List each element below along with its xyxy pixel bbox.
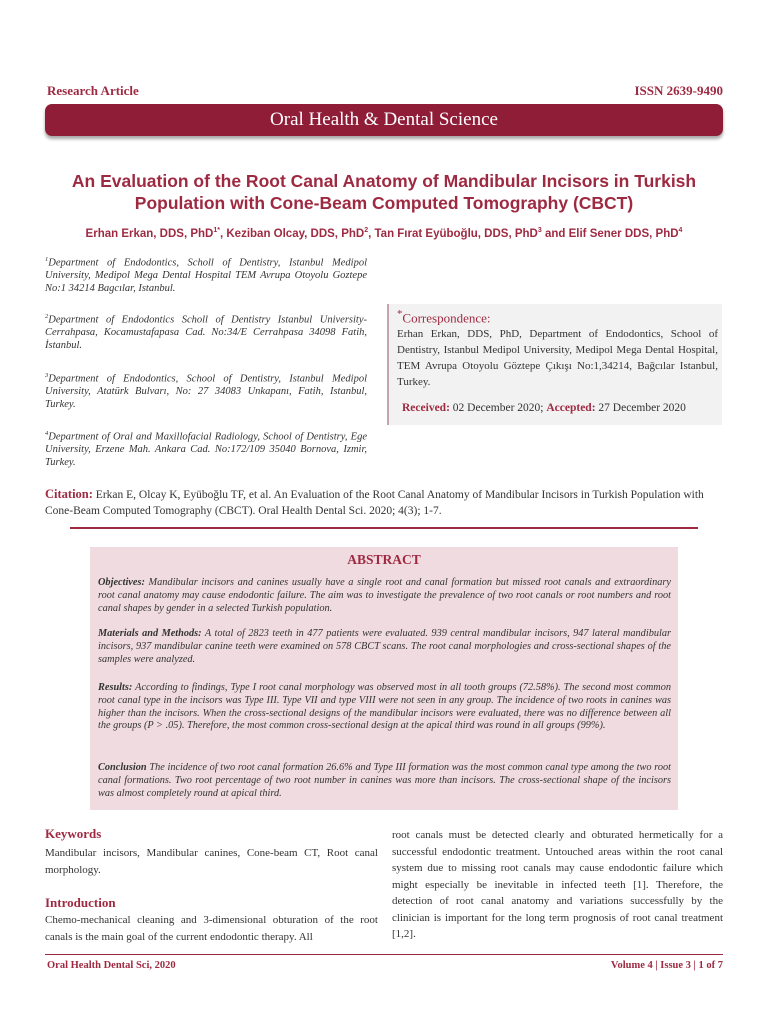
citation-label: Citation: xyxy=(45,487,93,501)
affiliation-text: Department of Endodontics, School of Dentistry, Istanbul Medipol University, Atatürk Bulvarı, No: 27 34083 Unkapanı, Fatih, Istanbul, Turkey. xyxy=(45,373,367,410)
article-dates xyxy=(402,402,686,414)
objectives-label: Objectives: xyxy=(98,577,145,588)
results-label: Results: xyxy=(98,682,133,693)
author-separator: and xyxy=(541,227,569,240)
accepted-label: Accepted: xyxy=(546,402,596,414)
affiliation-marker: 1 xyxy=(45,256,49,263)
affiliation xyxy=(45,370,367,411)
results-text: According to findings, Type I root canal morphology was observed most in all tooth groups (72.58%). The second most common root canal type in the incisors was Type III. Type VII and type VIII were not seen in any group. The incidence of two roots in canines was higher than the incisors. When the cross-sectional designs of the mandibular incisors were evaluated, there was no difference between all the groups (P > .05). Therefore, the most common cross-sectional design at the apical third was round in all groups (99%). xyxy=(98,682,672,732)
affiliation-marker: 3 xyxy=(45,372,49,379)
correspondence-heading-text: Correspondence: xyxy=(402,310,491,326)
affiliation-text: Department of Oral and Maxillofacial Radiology, School of Dentistry, Ege University, Erzene Mah. Ankara Cad. No:172/109 35040 Bornova, Izmir, Turkey. xyxy=(45,431,367,468)
journal-banner xyxy=(45,104,723,136)
correspondence-text: Erhan Erkan, DDS, PhD, Department of Endodontics, School of Dentistry, Istanbul Medipol University, Medipol Mega Dental Hospital, TEM Avrupa Otoyolu Göztepe Çıkışı No:1,34214, Bağcılar Istanbul, Turkey. xyxy=(397,328,718,388)
conclusion-text: The incidence of two root canal formation 26.6% and Type III formation was the most common canal type among the two root canal formations. Two root percentage of two root number in canines was more than incisors. The cross-sectional shape of the incisors was almost completely round at apical third. xyxy=(98,762,672,799)
received-label: Received: xyxy=(402,402,450,414)
affiliation xyxy=(45,428,367,469)
article-type-label: Research Article xyxy=(47,83,139,98)
author-name: Erhan Erkan, DDS, PhD xyxy=(85,227,214,240)
abstract-conclusion xyxy=(98,762,671,800)
abstract-methods xyxy=(98,628,671,666)
affiliation xyxy=(45,254,367,295)
divider xyxy=(70,527,698,529)
keywords-text: Mandibular incisors, Mandibular canines, Cone-beam CT, Root canal morphology. xyxy=(45,847,378,876)
author-affiliation-marker: 2 xyxy=(364,227,369,234)
correspondence-box xyxy=(387,304,722,425)
abstract-results xyxy=(98,682,671,733)
conclusion-label: Conclusion xyxy=(98,762,147,773)
author-name: Keziban Olcay, DDS, PhD xyxy=(226,227,365,240)
author-name: Elif Sener DDS, PhD xyxy=(568,227,679,240)
dates-separator: ; xyxy=(540,402,544,414)
introduction-text: Chemo-mechanical cleaning and 3-dimensional obturation of the root canals is the main goal of the current endodontic therapy. All xyxy=(45,914,378,943)
citation-text: Erkan E, Olcay K, Eyüboğlu TF, et al. An Evaluation of the Root Canal Anatomy of Mandibular Incisors in Turkish Population with Cone-Beam Computed Tomography (CBCT). Oral Health Dental Sci. 2020; 4(3); 1-7. xyxy=(45,489,704,517)
paper-title: An Evaluation of the Root Canal Anatomy of Mandibular Incisors in Turkish Population with Cone-Beam Computed Tomography (CBCT) xyxy=(71,171,697,213)
right-column-text: root canals must be detected clearly and obturated hermetically for a successful endodontic treatment. Untouched areas within the root canal system due to missing root canals may cause endodontic failure which might especially be inevitable in infected teeth [1]. Therefore, the detection of root canal anatomy and variations successfully by the clinician is important for the long term prognosis of root canal treatment [1,2]. xyxy=(392,829,723,940)
abstract-objectives xyxy=(98,577,671,615)
author-list xyxy=(30,227,738,240)
affiliation-marker: 2 xyxy=(45,313,49,320)
methods-text: A total of 2823 teeth in 477 patients were evaluated. 939 central mandibular incisors, 947 lateral mandibular incisors, 937 mandibular canine teeth were examined on 578 CBCT scans. The root canal morphologies and cross-sectional shapes of the samples were analyzed. xyxy=(98,628,672,665)
issn-label: ISSN 2639-9490 xyxy=(634,83,723,98)
author-affiliation-marker: 4 xyxy=(678,227,683,234)
author-affiliation-marker: 3 xyxy=(537,227,542,234)
author-separator: , xyxy=(219,227,227,240)
author-affiliation-marker: 1* xyxy=(213,227,220,234)
footer-page-info: Volume 4 | Issue 3 | 1 of 7 xyxy=(610,960,723,971)
keywords-heading: Keywords xyxy=(45,826,102,841)
accepted-date: 27 December 2020 xyxy=(598,402,686,414)
citation xyxy=(45,486,725,519)
introduction-heading: Introduction xyxy=(45,895,116,910)
footer-divider xyxy=(45,954,723,955)
journal-name: Oral Health & Dental Science xyxy=(270,109,498,130)
methods-label: Materials and Methods: xyxy=(98,628,202,639)
objectives-text: Mandibular incisors and canines usually have a single root and canal formation but missed root canals and extraordinary root canal anatomy may cause endodontic failure. The aim was to investigate the prevalence of two root canals or root numbers and root canal shapes by gender in a selected Turkish population. xyxy=(98,577,672,614)
author-separator: , xyxy=(368,227,375,240)
affiliation-text: Department of Endodontics, Scholl of Dentistry, Istanbul Medipol University, Medipol Mega Dental Hospital TEM Avrupa Otoyolu Goztepe No:1 34214 Bagcılar, Istanbul. xyxy=(45,257,367,294)
affiliation-marker: 4 xyxy=(45,430,49,437)
received-date: 02 December 2020 xyxy=(452,402,541,414)
author-name: Tan Fırat Eyüboğlu, DDS, PhD xyxy=(374,227,538,240)
correspondence-heading xyxy=(397,308,491,326)
footer-journal: Oral Health Dental Sci, 2020 xyxy=(47,960,176,971)
correspondence-asterisk: * xyxy=(397,308,403,320)
abstract-heading: ABSTRACT xyxy=(347,552,421,567)
affiliation-text: Department of Endodontics Scholl of Dentistry Istanbul University-Cerrahpasa, Kocamustafapasa Cad. No:34/E Cerrahpasa 34098 Fatih, İstanbul. xyxy=(45,314,367,351)
affiliation xyxy=(45,311,367,352)
